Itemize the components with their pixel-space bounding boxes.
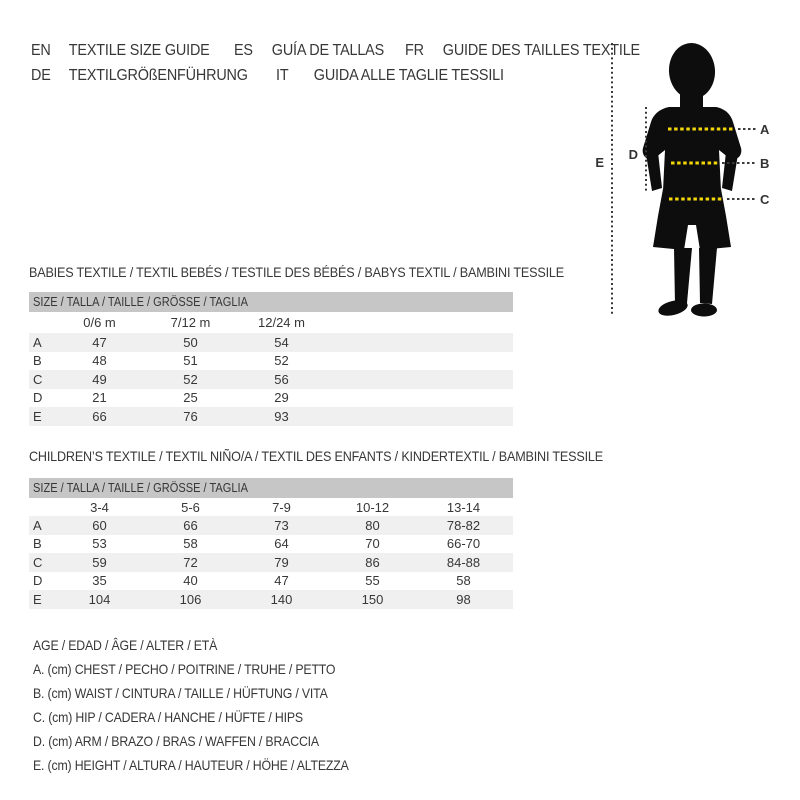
table-row: [29, 553, 513, 572]
header-line-it: [276, 63, 504, 88]
size-value-cell: 93: [274, 408, 289, 424]
babies-table-title: BABIES TEXTILE / TEXTIL BEBÉS / TESTILE DES BÉBÉS / BABYS TEXTIL / BAMBINI TESSILE: [29, 264, 564, 280]
guide-title: TEXTILE SIZE GUIDE: [68, 42, 210, 59]
measure-row-label: D: [33, 390, 43, 406]
size-column-header: 7/12 m: [170, 315, 211, 330]
table-row: [29, 535, 513, 554]
table-row: [29, 590, 513, 609]
guide-title: GUIDA ALLE TAGLIE TESSILI: [314, 67, 505, 84]
measure-label-E: E: [595, 155, 604, 170]
guide-title: TEXTILGRÖßENFÜHRUNG: [68, 67, 248, 84]
size-value-cell: 84-88: [446, 554, 481, 570]
size-value-cell: 86: [365, 554, 380, 570]
size-column-header: 3-4: [90, 499, 109, 515]
lang-code: DE: [31, 67, 51, 84]
measure-row-label: E: [33, 408, 42, 424]
size-value-cell: 72: [183, 554, 198, 570]
measure-label-B: B: [760, 156, 770, 171]
size-value-cell: 64: [274, 536, 289, 552]
measure-label-A: A: [760, 122, 770, 137]
legend-chest-line: A. (cm) CHEST / PECHO / POITRINE / TRUHE / PETTO: [33, 661, 336, 677]
size-value-cell: 47: [92, 334, 107, 350]
measure-row-label: B: [33, 536, 42, 552]
size-value-cell: 79: [274, 554, 289, 570]
lang-code: IT: [276, 67, 289, 84]
size-value-cell: 66-70: [446, 536, 481, 552]
size-header-bar: [29, 478, 513, 498]
child-silhouette: [643, 41, 742, 318]
size-value-cell: 21: [92, 390, 107, 406]
measure-label-D: D: [628, 147, 638, 162]
table-row: [29, 572, 513, 591]
size-value-cell: 25: [183, 390, 198, 406]
legend-waist-line: B. (cm) WAIST / CINTURA / TAILLE / HÜFTUNG / VITA: [33, 685, 328, 701]
measure-row-label: E: [33, 591, 42, 607]
measure-row-label: C: [33, 554, 43, 570]
size-column-header: 0/6 m: [83, 315, 116, 330]
measure-row-label: A: [33, 334, 42, 350]
size-value-cell: 60: [92, 517, 107, 533]
guide-title: GUIDE DES TAILLES TEXTILE: [442, 42, 640, 59]
children-size-table: [29, 447, 603, 609]
table-row: [29, 333, 513, 352]
table-header-row: [29, 498, 513, 516]
lang-code: EN: [31, 42, 51, 59]
size-value-cell: 76: [183, 408, 198, 424]
size-value-cell: 98: [456, 591, 471, 607]
size-value-cell: 59: [92, 554, 107, 570]
guide-title: GUÍA DE TALLAS: [271, 42, 384, 59]
measurement-legend: [33, 633, 392, 777]
legend-age-line: AGE / EDAD / ÂGE / ALTER / ETÀ: [33, 637, 218, 653]
size-value-cell: 52: [183, 371, 198, 387]
size-header-label: SIZE / TALLA / TAILLE / GRÖSSE / TAGLIA: [33, 480, 248, 495]
size-column-header: 10-12: [355, 499, 390, 515]
table-row: [29, 407, 513, 426]
lang-code: ES: [233, 42, 253, 59]
size-value-cell: 29: [274, 390, 289, 406]
size-column-header: 7-9: [272, 499, 291, 515]
size-column-header: 5-6: [181, 499, 200, 515]
header-line-de: [31, 63, 248, 88]
size-value-cell: 47: [274, 573, 289, 589]
size-header-label: SIZE / TALLA / TAILLE / GRÖSSE / TAGLIA: [33, 294, 248, 309]
size-value-cell: 54: [274, 334, 289, 350]
table-row: [29, 370, 513, 389]
size-column-header: 12/24 m: [258, 315, 305, 330]
table-row: [29, 352, 513, 371]
children-table-title: CHILDREN’S TEXTILE / TEXTIL NIÑO/A / TEXTIL DES ENFANTS / KINDERTEXTIL / BAMBINI TESSILE: [29, 448, 603, 464]
measure-label-C: C: [760, 192, 770, 207]
size-value-cell: 66: [183, 517, 198, 533]
header-line-en: [31, 38, 210, 63]
legend-height-line: E. (cm) HEIGHT / ALTURA / HAUTEUR / HÖHE / ALTEZZA: [33, 757, 349, 773]
size-value-cell: 58: [456, 573, 471, 589]
size-value-cell: 73: [274, 517, 289, 533]
lang-code: FR: [405, 42, 424, 59]
size-value-cell: 35: [92, 573, 107, 589]
measure-row-label: D: [33, 573, 43, 589]
header-line-es: [234, 38, 384, 63]
size-value-cell: 49: [92, 371, 107, 387]
size-value-cell: 53: [92, 536, 107, 552]
size-value-cell: 48: [92, 353, 107, 369]
measure-row-label: B: [33, 353, 42, 369]
size-header-bar: [29, 292, 513, 312]
measurement-diagram: [570, 20, 800, 320]
babies-size-table: [29, 263, 564, 426]
size-value-cell: 80: [365, 517, 380, 533]
size-value-cell: 78-82: [446, 517, 481, 533]
size-column-header: 13-14: [446, 499, 481, 515]
child-silhouette-figure: [570, 20, 800, 320]
size-value-cell: 40: [183, 573, 198, 589]
size-value-cell: 70: [365, 536, 380, 552]
size-value-cell: 66: [92, 408, 107, 424]
size-value-cell: 150: [361, 591, 384, 607]
size-value-cell: 104: [88, 591, 111, 607]
size-value-cell: 58: [183, 536, 198, 552]
size-value-cell: 55: [365, 573, 380, 589]
legend-arm-line: D. (cm) ARM / BRAZO / BRAS / WAFFEN / BRACCIA: [33, 733, 319, 749]
table-row: [29, 516, 513, 535]
measure-row-label: A: [33, 517, 42, 533]
size-value-cell: 106: [179, 591, 202, 607]
size-value-cell: 140: [270, 591, 293, 607]
size-value-cell: 51: [183, 353, 198, 369]
measure-row-label: C: [33, 371, 43, 387]
size-value-cell: 50: [183, 334, 198, 350]
table-row: [29, 389, 513, 408]
size-value-cell: 52: [274, 353, 289, 369]
legend-hip-line: C. (cm) HIP / CADERA / HANCHE / HÜFTE / HIPS: [33, 709, 303, 725]
table-header-row: [29, 312, 513, 333]
size-value-cell: 56: [274, 371, 289, 387]
